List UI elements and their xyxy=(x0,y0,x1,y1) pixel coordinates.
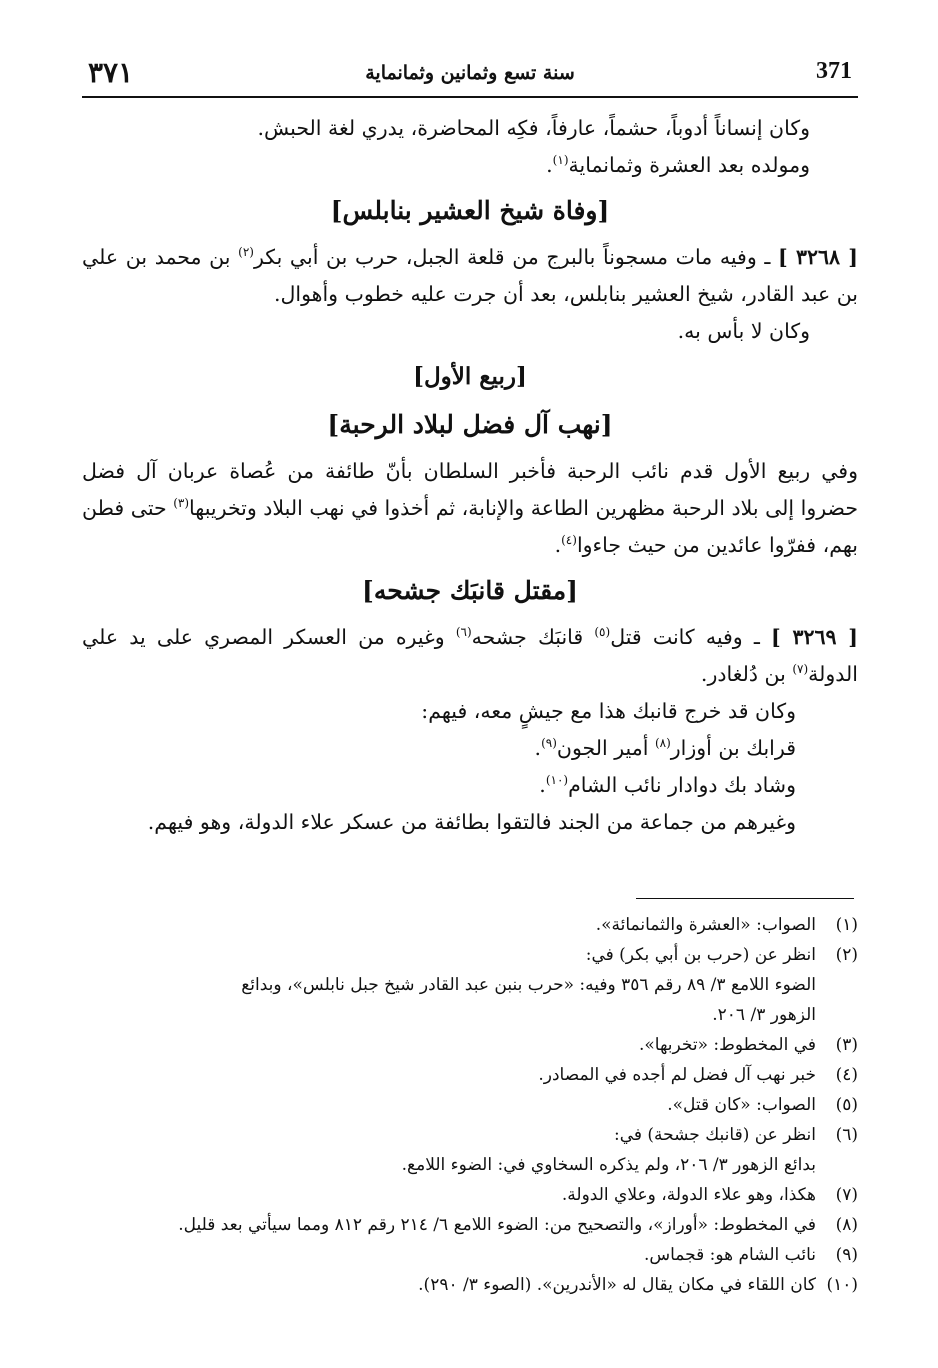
text-line: وغيرهم من جماعة من الجند فالتقوا بطائفة من عسكر علاء الدولة، وهو فيهم. xyxy=(147,810,796,834)
footnote-line xyxy=(82,970,816,1000)
text-line: . xyxy=(539,773,546,797)
footnote-text: بن عبد القادر شيخ جبل نابلس»، وبدائع xyxy=(241,975,513,995)
footnote xyxy=(82,1030,858,1060)
footnote-number: (٣) xyxy=(835,1035,858,1055)
text-line: وكان قد خرج قانبك هذا مع جيشٍ معه، فيهم: xyxy=(421,699,796,723)
entry-text: وغيره من العسكر المصري على يد علي الدولة xyxy=(82,625,858,686)
footnote-text: خبر نهب آل فضل لم أجده في المصادر. xyxy=(538,1065,816,1085)
footnote xyxy=(82,1270,858,1300)
footnote xyxy=(82,1210,858,1240)
footnote-marker[interactable]: (٩) xyxy=(541,736,557,750)
footnote-text: بدائع الزهور ٣/ ٢٠٦، ولم يذكره السخاوي في: الضوء اللامع. xyxy=(401,1155,816,1175)
footnote-text: كان اللقاء في مكان يقال له «الأندرين». (الصوء ٣/ ٢٩٠). xyxy=(418,1275,816,1295)
entry-text: بن محمد بن علي بن عبد القادر، شيخ العشير بنابلس، بعد أن جرت عليه خطوب وأهوال. xyxy=(82,245,858,306)
entry-number: [ ٣٢٦٨ ] xyxy=(778,245,858,269)
paragraph-text: حتى فطن بهم، ففرّوا عائدين من حيث جاءوا xyxy=(82,496,858,557)
paragraph xyxy=(82,110,858,147)
footnote-separator xyxy=(636,898,854,899)
paragraph xyxy=(82,804,858,841)
footnote-number: (٦) xyxy=(835,1125,858,1145)
footnote-number: (٩) xyxy=(835,1245,858,1265)
footnote xyxy=(82,1090,858,1120)
footnote-marker[interactable]: (٥) xyxy=(594,625,611,639)
entry-paragraph xyxy=(82,239,858,313)
text-line: . xyxy=(546,153,553,177)
paragraph xyxy=(82,693,858,730)
entry-text: قانبَك جشحه xyxy=(471,625,595,649)
entry-text: بن دُلغادر. xyxy=(700,662,793,686)
footnote xyxy=(82,1060,858,1090)
page-header xyxy=(82,52,858,98)
footnotes xyxy=(82,910,858,1300)
section-heading: [نهب آل فضل لبلاد الرحبة] xyxy=(327,410,613,439)
footnote xyxy=(82,1120,858,1180)
main-text xyxy=(82,110,858,841)
footnote-marker[interactable]: (٣) xyxy=(173,496,190,510)
text-line: قرابك بن أوزار xyxy=(670,736,796,760)
section-heading: [وفاة شيخ العشير بنابلس] xyxy=(330,196,610,225)
footnote-marker[interactable]: (٦) xyxy=(455,625,472,639)
text-line: وكان إنساناً أدوباً، حشماً، عارفاً، فكِه المحاضرة، يدري لغة الحبش. xyxy=(257,116,810,140)
footnote xyxy=(82,1240,858,1270)
list-item xyxy=(82,730,858,767)
text-line: وشاد بك دوادار نائب الشام xyxy=(568,773,796,797)
entry-text: ـ وفيه مات مسجوناً بالبرج من قلعة الجبل، حرب بن أبي بكر xyxy=(253,245,779,269)
footnote-marker[interactable]: (١) xyxy=(552,153,569,167)
footnote-marker[interactable]: (١٠) xyxy=(545,773,569,787)
page-number: 371 xyxy=(816,58,852,84)
running-title: سنة تسع وثمانين وثمانماية xyxy=(365,62,575,84)
entry-text: ـ وفيه كانت قتل xyxy=(610,625,772,649)
footnote-marker[interactable]: (٨) xyxy=(654,736,671,750)
text-line: ومولده بعد العشرة وثمانماية xyxy=(568,153,810,177)
paragraph-text: . xyxy=(554,533,562,557)
footnote-text: في المخطوط: «أوراز»، والتصحيح من: الضوء اللامع ٦/ ٢١٤ رقم ٨١٢ ومما سيأتي بعد قليل. xyxy=(178,1215,816,1235)
footnote-text: انظر عن (حرب بن أبي بكر) في: xyxy=(585,945,816,965)
footnote-text: نائب الشام هو: قجماس. xyxy=(643,1245,816,1265)
footnote-text: هكذا، وهو علاء الدولة، وعلاي الدولة. xyxy=(561,1185,816,1205)
footnote xyxy=(82,1180,858,1210)
footnote-number: (٢) xyxy=(835,945,858,965)
footnote-text: انظر عن (قانبك جشحة) في: xyxy=(613,1125,816,1145)
footnote-text: في المخطوط: «تخربها». xyxy=(638,1035,816,1055)
footnote-text: الصواب: «العشرة والثمانمائة». xyxy=(595,915,816,935)
paragraph xyxy=(82,147,858,184)
footnote xyxy=(82,910,858,940)
footnote-marker[interactable]: (٤) xyxy=(561,533,577,547)
page-number-arabic: ٣٧١ xyxy=(88,56,134,89)
footnote-marker[interactable]: (٧) xyxy=(792,662,809,676)
paragraph-text: وفي ربيع الأول قدم نائب الرحبة فأخبر السلطان بأنّ طائفة من عُصاة عربان آل فضل حضروا إلى بلاد الرحبة مظهرين الطاعة والإنابة، ثم أخذوا في نهب البلاد وتخريبها xyxy=(82,459,858,520)
footnote-number: (٨) xyxy=(835,1215,858,1235)
footnote-text: الضوء اللامع ٣/ ٨٩ رقم ٣٥٦ وفيه: «حرب بن xyxy=(512,975,816,995)
entry-paragraph xyxy=(82,619,858,693)
entry-number: [ ٣٢٦٩ ] xyxy=(771,625,858,649)
text-line: أمير الجون xyxy=(556,736,655,760)
footnote-number: (١) xyxy=(835,915,858,935)
footnote-marker[interactable]: (٢) xyxy=(238,245,254,259)
footnote-number: (٥) xyxy=(835,1095,858,1115)
footnote-number: (٤) xyxy=(835,1065,858,1085)
paragraph xyxy=(82,453,858,564)
footnote-number: (١٠) xyxy=(826,1275,858,1295)
footnote-text: الصواب: «كان قتل». xyxy=(667,1095,816,1115)
footnote-number: (٧) xyxy=(835,1185,858,1205)
list-item xyxy=(82,767,858,804)
footnote xyxy=(82,940,858,1030)
text-line: . xyxy=(534,736,542,760)
paragraph xyxy=(82,313,858,350)
footnote-text: الزهور ٣/ ٢٠٦. xyxy=(712,1005,816,1025)
text-line: وكان لا بأس به. xyxy=(677,319,810,343)
section-heading: [مقتل قانبَك جشحه] xyxy=(361,576,578,605)
month-heading: [ربيع الأول] xyxy=(413,363,527,390)
